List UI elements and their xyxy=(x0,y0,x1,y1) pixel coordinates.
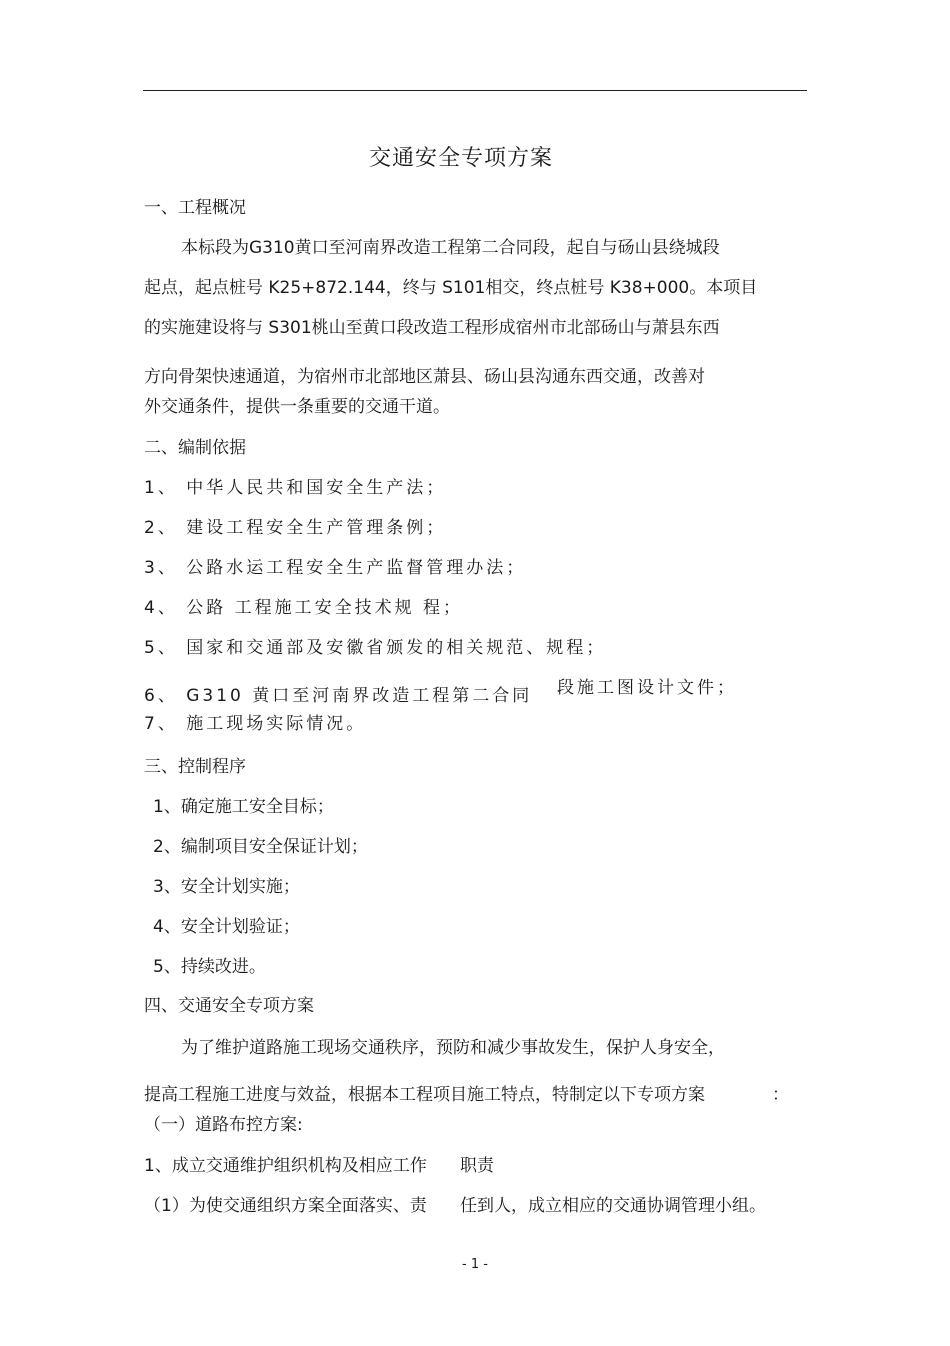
traffic-plan-subitem-continuation: 任到人，成立相应的交通协调管理小组。 xyxy=(460,1196,766,1216)
control-list-item: 5、持续改进。 xyxy=(153,957,266,977)
overview-paragraph-line: 起点，起点桩号 K25+872.144，终与 S101相交，终点桩号 K38+000。本项目 xyxy=(144,278,758,298)
basis-list-item: 2、 建设工程安全生产管理条例； xyxy=(144,518,447,538)
traffic-plan-paragraph-colon: ： xyxy=(772,1085,789,1105)
basis-list-item: 5、 国家和交通部及安徽省颁发的相关规范、规程； xyxy=(144,638,607,658)
basis-list-item: 4、 公路 工程施工安全技术规 程； xyxy=(144,598,464,618)
document-title: 交通安全专项方案 xyxy=(369,146,554,171)
basis-list-item: 7、 施工现场实际情况。 xyxy=(144,714,367,734)
traffic-plan-paragraph-line: 提高工程施工进度与效益，根据本工程项目施工特点，特制定以下专项方案 xyxy=(144,1085,705,1105)
control-list-item: 3、安全计划实施； xyxy=(153,877,300,897)
control-list-item: 2、编制项目安全保证计划； xyxy=(153,837,368,857)
basis-list-item: 1、 中华人民共和国安全生产法； xyxy=(144,478,447,498)
traffic-plan-item: 1、成立交通维护组织机构及相应工作 xyxy=(144,1156,427,1176)
overview-paragraph-line: 外交通条件，提供一条重要的交通干道。 xyxy=(144,397,450,417)
section-heading-overview: 一、工程概况 xyxy=(144,198,246,218)
section-heading-control: 三、控制程序 xyxy=(144,757,246,777)
overview-paragraph-line: 的实施建设将与 S301桃山至黄口段改造工程形成宿州市北部砀山与萧县东西 xyxy=(144,318,720,338)
section-heading-traffic-plan: 四、交通安全专项方案 xyxy=(144,996,314,1016)
page-number: - 1 - xyxy=(462,1257,488,1272)
traffic-plan-item-continuation: 职责 xyxy=(460,1156,494,1176)
traffic-plan-subheading: （一）道路布控方案: xyxy=(144,1115,303,1135)
basis-list-item-continuation: 段施工图设计文件； xyxy=(557,678,737,698)
traffic-plan-subitem: （1）为使交通组织方案全面落实、责 xyxy=(144,1196,427,1216)
section-heading-basis: 二、编制依据 xyxy=(144,438,246,458)
control-list-item: 1、确定施工安全目标； xyxy=(153,797,334,817)
traffic-plan-paragraph-line: 为了维护道路施工现场交通秩序，预防和减少事故发生，保护人身安全， xyxy=(181,1038,725,1058)
overview-paragraph-line: 本标段为G310黄口至河南界改造工程第二合同段，起自与砀山县绕城段 xyxy=(181,238,720,258)
basis-list-item: 6、 G310 黄口至河南界改造工程第二合同 xyxy=(144,686,533,706)
basis-list-item: 3、 公路水运工程安全生产监督管理办法； xyxy=(144,558,527,578)
control-list-item: 4、安全计划验证； xyxy=(153,917,300,937)
overview-paragraph-line: 方向骨架快速通道，为宿州市北部地区萧县、砀山县沟通东西交通，改善对 xyxy=(144,367,705,387)
header-rule xyxy=(143,90,807,91)
